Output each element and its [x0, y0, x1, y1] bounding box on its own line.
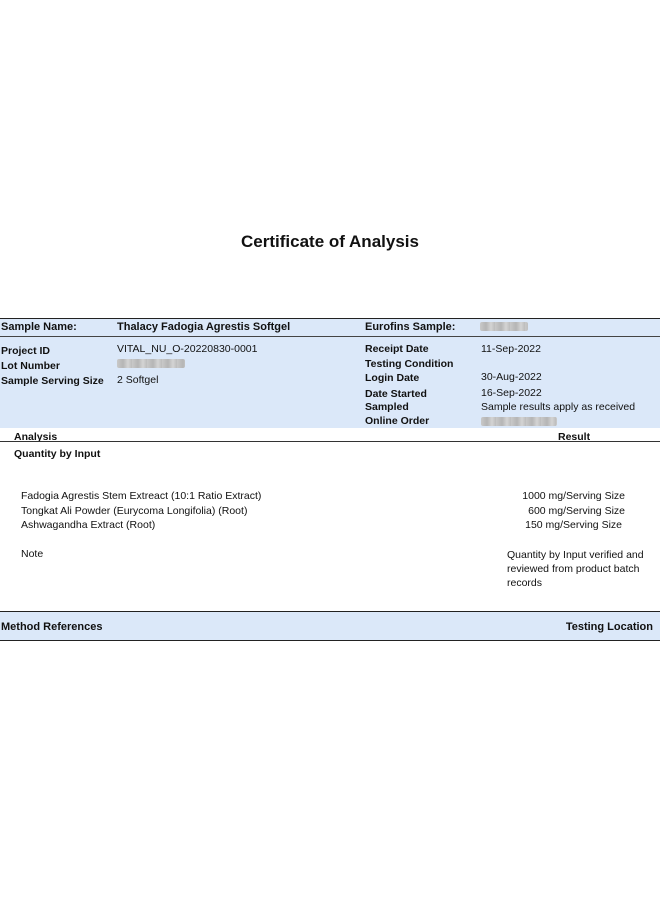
analysis-row-result: 1000 mg/Serving Size	[522, 490, 625, 502]
login-date-value: 30-Aug-2022	[481, 371, 542, 383]
project-id-value: VITAL_NU_O-20220830-0001	[117, 343, 258, 355]
method-references-label: Method References	[1, 621, 103, 633]
sampled-label: Sampled	[365, 401, 409, 413]
eurofins-sample-redacted	[480, 322, 528, 331]
analysis-row-name: Ashwagandha Extract (Root)	[21, 519, 156, 531]
note-text: Quantity by Input verified and reviewed from product batch records	[507, 549, 644, 589]
lot-number-redacted	[117, 359, 185, 368]
testing-condition-label: Testing Condition	[365, 358, 454, 370]
sample-name-value: Thalacy Fadogia Agrestis Softgel	[117, 321, 291, 333]
date-started-label: Date Started	[365, 388, 427, 400]
receipt-date-value: 11-Sep-2022	[481, 343, 541, 355]
lot-number-label: Lot Number	[1, 360, 60, 372]
online-order-label: Online Order	[365, 415, 430, 427]
eurofins-sample-label: Eurofins Sample:	[365, 321, 456, 333]
sample-name-band	[0, 318, 660, 337]
analysis-header-divider	[0, 441, 660, 442]
date-started-value: 16-Sep-2022	[481, 387, 542, 399]
login-date-label: Login Date	[365, 372, 420, 384]
analysis-row-result: 150 mg/Serving Size	[525, 519, 622, 531]
testing-location-label: Testing Location	[565, 621, 653, 633]
analysis-row-name: Tongkat Ali Powder (Eurycoma Longifolia) (Root)	[21, 505, 248, 517]
online-order-redacted	[481, 417, 557, 426]
analysis-header: Analysis	[14, 431, 58, 443]
serving-size-value: 2 Softgel	[117, 374, 159, 386]
serving-size-label: Sample Serving Size	[1, 375, 104, 387]
sampled-value: Sample results apply as received	[481, 401, 636, 413]
result-header: Result	[558, 431, 591, 443]
receipt-date-label: Receipt Date	[365, 343, 429, 355]
analysis-row-result: 600 mg/Serving Size	[528, 505, 625, 517]
project-id-label: Project ID	[1, 345, 51, 357]
document-title: Certificate of Analysis	[241, 232, 419, 251]
sample-name-label: Sample Name:	[1, 321, 77, 333]
note-label: Note	[21, 548, 44, 560]
analysis-row-name: Fadogia Agrestis Stem Extreact (10:1 Ratio Extract)	[21, 490, 262, 502]
quantity-by-input-title: Quantity by Input	[14, 448, 101, 460]
